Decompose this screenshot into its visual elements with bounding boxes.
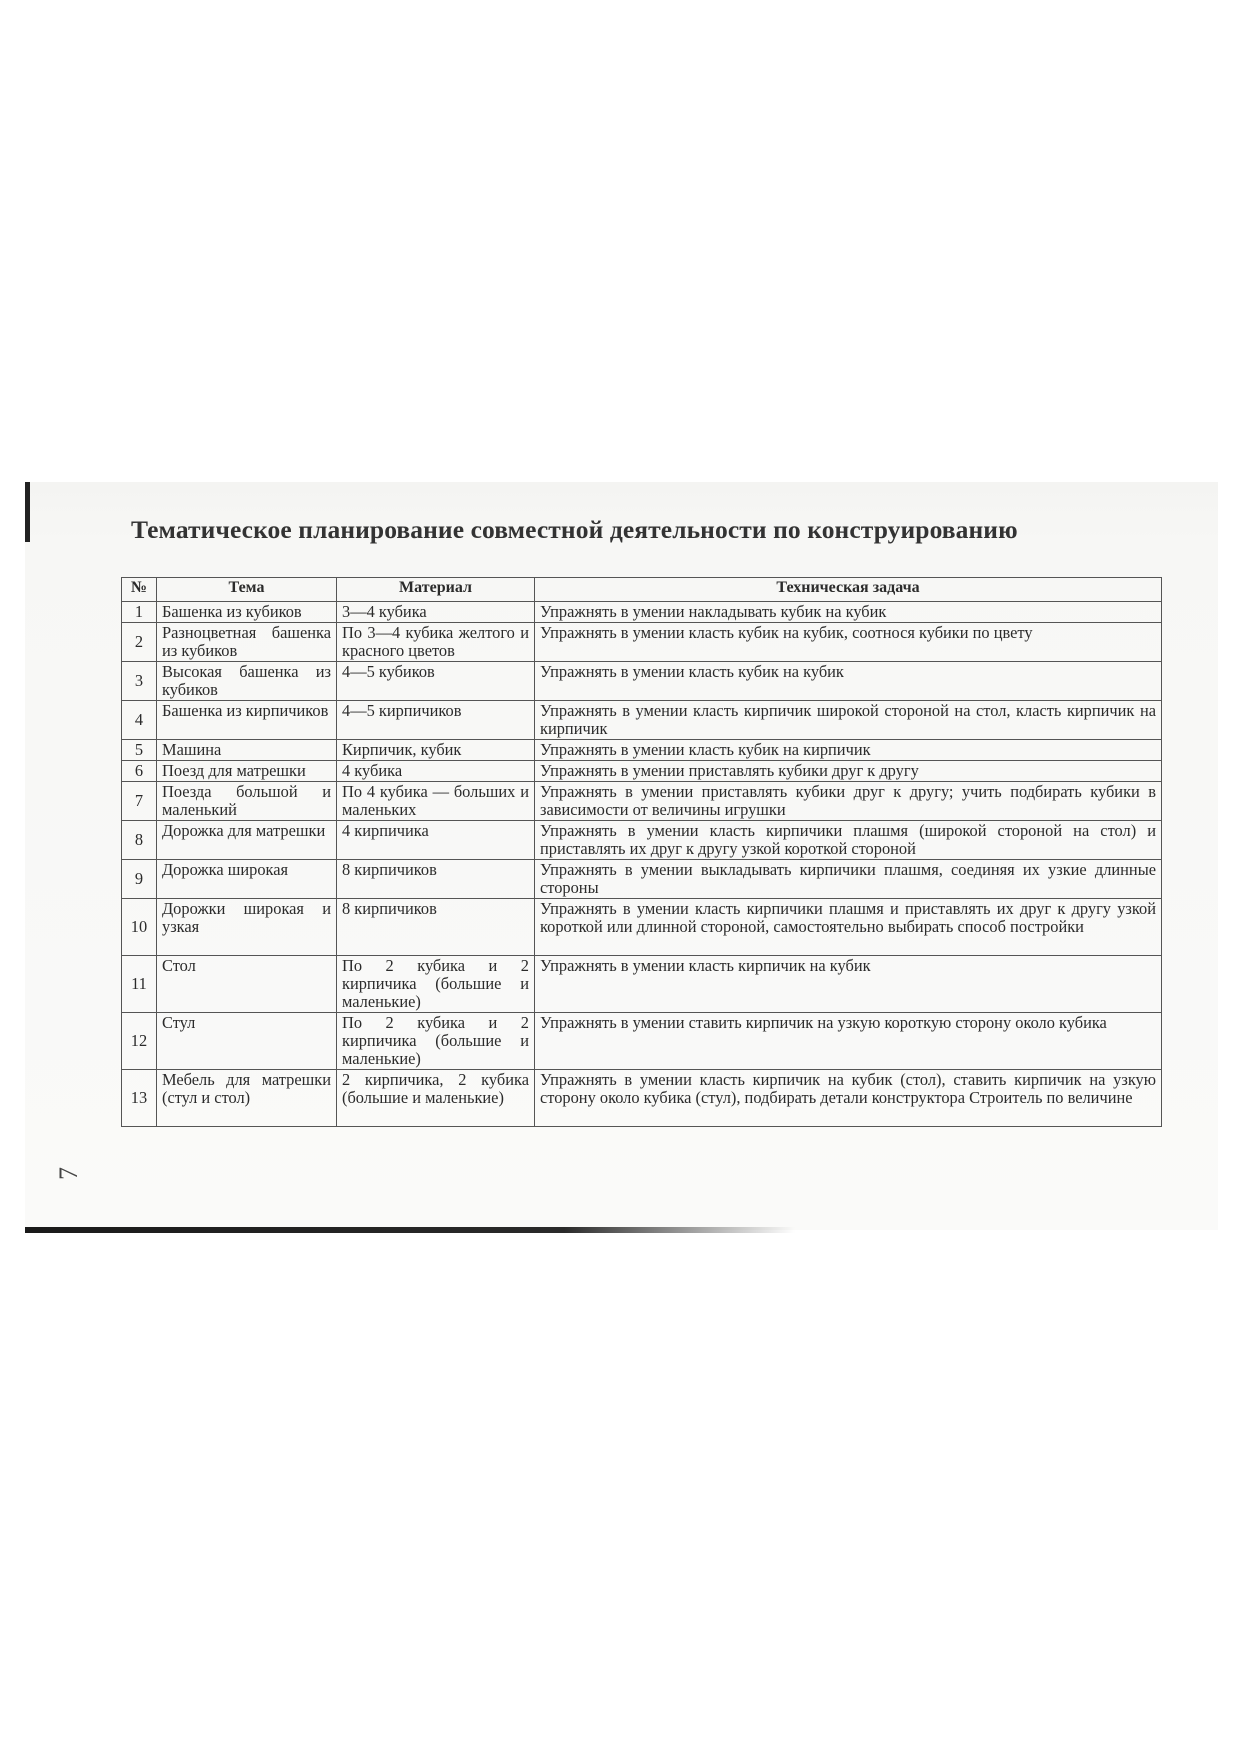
row-number: 1 <box>122 602 157 623</box>
row-topic: Башенка из кубиков <box>157 602 337 623</box>
page-number: 7 <box>54 1166 83 1180</box>
row-material: 4 кубика <box>337 761 535 782</box>
table-row <box>122 662 1162 701</box>
row-topic: Дорожки широкая и узкая <box>157 899 337 956</box>
row-task: Упражнять в умении класть кирпичики плашмя (широкой стороной на стол) и приставлять их друг к другу узкой короткой стороной <box>535 821 1162 860</box>
row-task: Упражнять в умении класть кубик на кубик, соотнося кубики по цвету <box>535 623 1162 662</box>
table-row <box>122 623 1162 662</box>
row-topic: Башенка из кирпичиков <box>157 701 337 740</box>
table-header-row <box>122 578 1162 602</box>
row-task: Упражнять в умении класть кубик на кирпичик <box>535 740 1162 761</box>
row-material: По 2 кубика и 2 кирпичика (большие и маленькие) <box>337 1013 535 1070</box>
row-topic: Мебель для матрешки (стул и стол) <box>157 1070 337 1127</box>
table-row <box>122 1013 1162 1070</box>
row-task: Упражнять в умении класть кирпичик на кубик <box>535 956 1162 1013</box>
row-task: Упражнять в умении ставить кирпичик на узкую короткую сторону около кубика <box>535 1013 1162 1070</box>
row-task: Упражнять в умении выкладывать кирпичики плашмя, соединяя их узкие длинные стороны <box>535 860 1162 899</box>
document-title: Тематическое планирование совместной деятельности по конструированию <box>131 515 1018 544</box>
row-number: 9 <box>122 860 157 899</box>
table-row <box>122 701 1162 740</box>
row-number: 11 <box>122 956 157 1013</box>
row-material: 8 кирпичиков <box>337 899 535 956</box>
row-task: Упражнять в умении класть кубик на кубик <box>535 662 1162 701</box>
row-number: 5 <box>122 740 157 761</box>
table-row <box>122 740 1162 761</box>
row-material: 3—4 кубика <box>337 602 535 623</box>
row-material: По 2 кубика и 2 кирпичика (большие и маленькие) <box>337 956 535 1013</box>
row-material: По 4 кубика — больших и маленьких <box>337 782 535 821</box>
row-task: Упражнять в умении накладывать кубик на кубик <box>535 602 1162 623</box>
table-row <box>122 860 1162 899</box>
row-material: 4—5 кубиков <box>337 662 535 701</box>
scan-edge-shadow-bottom <box>25 1227 795 1233</box>
header-topic: Тема <box>157 578 337 602</box>
table-row <box>122 782 1162 821</box>
row-task: Упражнять в умении приставлять кубики друг к другу; учить подбирать кубики в зависимости от величины игрушки <box>535 782 1162 821</box>
row-number: 3 <box>122 662 157 701</box>
row-task: Упражнять в умении класть кирпичик широкой стороной на стол, класть кирпичик на кирпичик <box>535 701 1162 740</box>
row-task: Упражнять в умении приставлять кубики друг к другу <box>535 761 1162 782</box>
row-topic: Дорожка для матрешки <box>157 821 337 860</box>
row-material: 2 кирпичика, 2 кубика (большие и маленькие) <box>337 1070 535 1127</box>
thematic-plan-table <box>121 577 1162 1127</box>
row-number: 13 <box>122 1070 157 1127</box>
table-row <box>122 1070 1162 1127</box>
row-topic: Поезд для матрешки <box>157 761 337 782</box>
row-topic: Стол <box>157 956 337 1013</box>
table-row <box>122 956 1162 1013</box>
table-row <box>122 602 1162 623</box>
row-material: 4—5 кирпичиков <box>337 701 535 740</box>
row-topic: Дорожка широкая <box>157 860 337 899</box>
row-topic: Стул <box>157 1013 337 1070</box>
table-row <box>122 821 1162 860</box>
row-number: 6 <box>122 761 157 782</box>
header-number: № <box>122 578 157 602</box>
row-material: 4 кирпичика <box>337 821 535 860</box>
row-topic: Разноцветная башенка из кубиков <box>157 623 337 662</box>
header-task: Техническая задача <box>535 578 1162 602</box>
row-number: 10 <box>122 899 157 956</box>
row-number: 4 <box>122 701 157 740</box>
row-number: 7 <box>122 782 157 821</box>
row-number: 2 <box>122 623 157 662</box>
row-material: 8 кирпичиков <box>337 860 535 899</box>
row-topic: Поезда большой и маленький <box>157 782 337 821</box>
table-row <box>122 761 1162 782</box>
table-row <box>122 899 1162 956</box>
header-material: Материал <box>337 578 535 602</box>
row-number: 12 <box>122 1013 157 1070</box>
scan-edge-shadow-left <box>25 482 30 542</box>
row-material: Кирпичик, кубик <box>337 740 535 761</box>
row-topic: Машина <box>157 740 337 761</box>
row-task: Упражнять в умении класть кирпичики плашмя и приставлять их друг к другу узкой короткой или длинной стороной, самостоятельно выбирать способ постройки <box>535 899 1162 956</box>
row-task: Упражнять в умении класть кирпичик на кубик (стол), ставить кирпичик на узкую сторону около кубика (стул), подбирать детали конструктора Строитель по величине <box>535 1070 1162 1127</box>
table-body <box>122 602 1162 1127</box>
row-material: По 3—4 кубика желтого и красного цветов <box>337 623 535 662</box>
row-topic: Высокая башенка из кубиков <box>157 662 337 701</box>
row-number: 8 <box>122 821 157 860</box>
